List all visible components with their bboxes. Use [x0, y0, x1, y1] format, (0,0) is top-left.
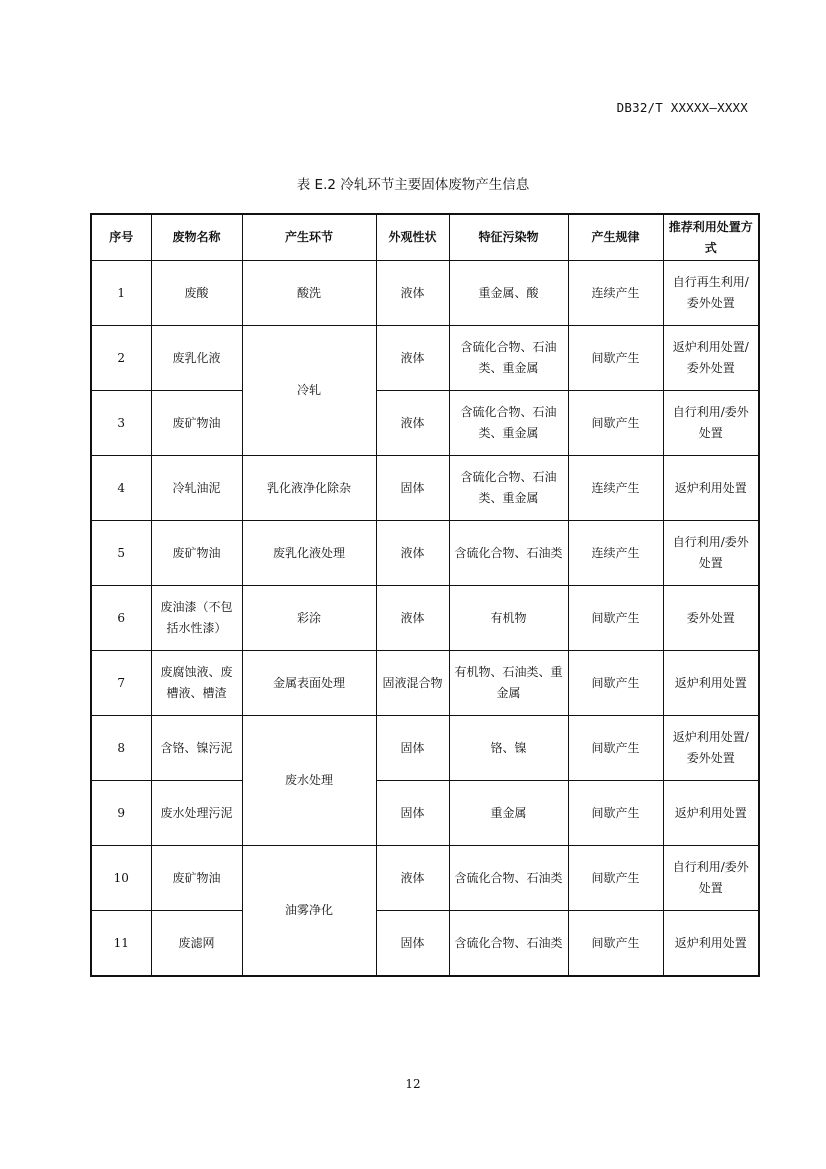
- table-title: 表 E.2 冷轧环节主要固体废物产生信息: [296, 177, 530, 193]
- cell-no: 6: [91, 586, 151, 651]
- cell-name: 废矿物油: [151, 521, 242, 586]
- cell-form: 固体: [376, 911, 449, 977]
- cell-name: 废腐蚀液、废槽液、槽渣: [151, 651, 242, 716]
- cell-no: 2: [91, 326, 151, 391]
- cell-disposal: 自行利用/委外处置: [663, 521, 759, 586]
- cell-pollutant: 含硫化合物、石油类、重金属: [449, 456, 568, 521]
- cell-stage: 冷轧: [242, 326, 376, 456]
- cell-name: 冷轧油泥: [151, 456, 242, 521]
- table-row: [91, 521, 759, 586]
- cell-pattern: 间歇产生: [568, 716, 663, 781]
- cell-disposal: 返炉利用处置: [663, 456, 759, 521]
- table-row: [91, 846, 759, 911]
- cell-disposal: 返炉利用处置: [663, 781, 759, 846]
- cell-form: 固液混合物: [376, 651, 449, 716]
- cell-form: 液体: [376, 586, 449, 651]
- cell-pattern: 间歇产生: [568, 911, 663, 977]
- cell-disposal: 返炉利用处置/委外处置: [663, 326, 759, 391]
- cell-stage: 彩涂: [242, 586, 376, 651]
- table-header-row: [91, 214, 759, 261]
- cell-name: 废油漆（不包括水性漆）: [151, 586, 242, 651]
- col-header-name: 废物名称: [151, 214, 242, 261]
- cell-pollutant: 有机物: [449, 586, 568, 651]
- cell-name: 废矿物油: [151, 846, 242, 911]
- cell-stage: 废水处理: [242, 716, 376, 846]
- col-header-disposal: 推荐利用处置方式: [663, 214, 759, 261]
- cell-name: 废乳化液: [151, 326, 242, 391]
- table-row: [91, 456, 759, 521]
- col-header-form: 外观性状: [376, 214, 449, 261]
- cell-form: 液体: [376, 846, 449, 911]
- cell-pollutant: 含硫化合物、石油类、重金属: [449, 326, 568, 391]
- cell-form: 固体: [376, 781, 449, 846]
- page-number: 12: [405, 1077, 421, 1091]
- cell-disposal: 自行利用/委外处置: [663, 391, 759, 456]
- cell-pollutant: 含硫化合物、石油类: [449, 521, 568, 586]
- cell-pollutant: 含硫化合物、石油类: [449, 846, 568, 911]
- cell-no: 5: [91, 521, 151, 586]
- cell-pollutant: 含硫化合物、石油类: [449, 911, 568, 977]
- table-row: [91, 716, 759, 781]
- col-header-stage: 产生环节: [242, 214, 376, 261]
- cell-disposal: 自行利用/委外处置: [663, 846, 759, 911]
- cell-disposal: 返炉利用处置: [663, 651, 759, 716]
- standard-code: DB32/T XXXXX—XXXX: [616, 100, 748, 115]
- cell-pattern: 连续产生: [568, 456, 663, 521]
- cell-pattern: 间歇产生: [568, 846, 663, 911]
- cell-name: 废滤网: [151, 911, 242, 977]
- cell-disposal: 返炉利用处置: [663, 911, 759, 977]
- cell-pattern: 间歇产生: [568, 781, 663, 846]
- cell-no: 1: [91, 261, 151, 326]
- cell-no: 10: [91, 846, 151, 911]
- cell-pollutant: 重金属: [449, 781, 568, 846]
- table-row: [91, 391, 759, 456]
- table-row: [91, 781, 759, 846]
- cell-stage: 废乳化液处理: [242, 521, 376, 586]
- cell-pollutant: 有机物、石油类、重金属: [449, 651, 568, 716]
- col-header-no: 序号: [91, 214, 151, 261]
- cell-disposal: 自行再生利用/委外处置: [663, 261, 759, 326]
- cell-pollutant: 重金属、酸: [449, 261, 568, 326]
- cell-no: 9: [91, 781, 151, 846]
- cell-stage: 酸洗: [242, 261, 376, 326]
- cell-no: 3: [91, 391, 151, 456]
- cell-disposal: 返炉利用处置/委外处置: [663, 716, 759, 781]
- table-row: [91, 261, 759, 326]
- table-row: [91, 911, 759, 977]
- cell-form: 液体: [376, 521, 449, 586]
- cell-pollutant: 铬、镍: [449, 716, 568, 781]
- cell-form: 液体: [376, 326, 449, 391]
- cell-form: 固体: [376, 716, 449, 781]
- cell-no: 8: [91, 716, 151, 781]
- cell-form: 液体: [376, 261, 449, 326]
- solid-waste-table: [90, 213, 760, 977]
- cell-pattern: 连续产生: [568, 521, 663, 586]
- cell-pattern: 间歇产生: [568, 586, 663, 651]
- cell-pattern: 间歇产生: [568, 391, 663, 456]
- cell-no: 11: [91, 911, 151, 977]
- cell-pattern: 间歇产生: [568, 651, 663, 716]
- cell-stage: 油雾净化: [242, 846, 376, 977]
- table-row: [91, 586, 759, 651]
- cell-name: 废酸: [151, 261, 242, 326]
- cell-form: 液体: [376, 391, 449, 456]
- col-header-pattern: 产生规律: [568, 214, 663, 261]
- cell-name: 废水处理污泥: [151, 781, 242, 846]
- cell-form: 固体: [376, 456, 449, 521]
- cell-no: 4: [91, 456, 151, 521]
- cell-name: 废矿物油: [151, 391, 242, 456]
- table-row: [91, 326, 759, 391]
- table-row: [91, 651, 759, 716]
- col-header-pollutant: 特征污染物: [449, 214, 568, 261]
- cell-name: 含铬、镍污泥: [151, 716, 242, 781]
- cell-pattern: 间歇产生: [568, 326, 663, 391]
- cell-pollutant: 含硫化合物、石油类、重金属: [449, 391, 568, 456]
- cell-no: 7: [91, 651, 151, 716]
- cell-disposal: 委外处置: [663, 586, 759, 651]
- cell-stage: 金属表面处理: [242, 651, 376, 716]
- cell-pattern: 连续产生: [568, 261, 663, 326]
- cell-stage: 乳化液净化除杂: [242, 456, 376, 521]
